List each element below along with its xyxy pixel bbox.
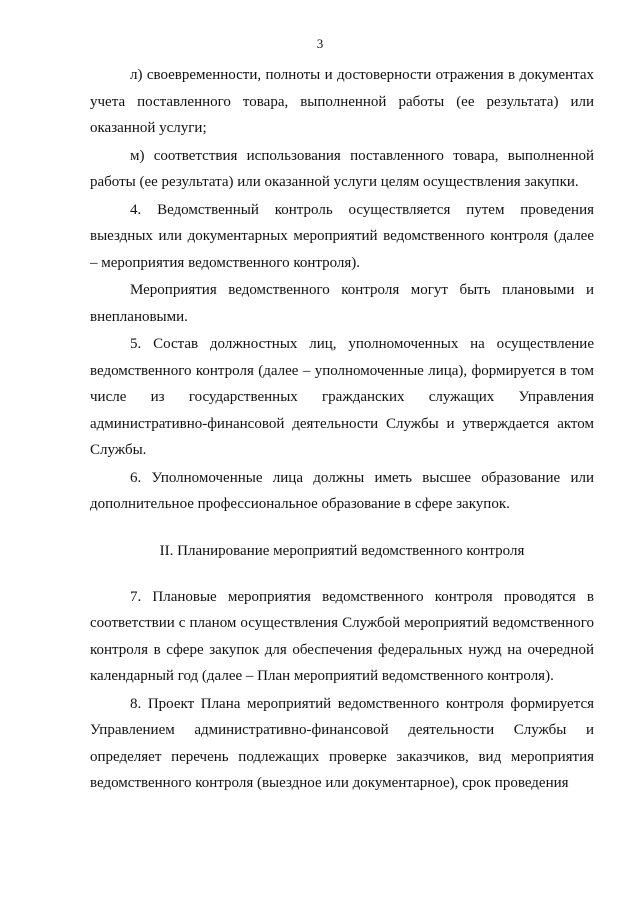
paragraph-7: 7. Плановые мероприятия ведомственного контроля проводятся в соответствии с планом осуществления Службой мероприятий ведомственного контроля в сфере закупок для обеспечения федеральных нужд на очередной календарный год (далее – План мероприятий ведомственного контроля). <box>90 588 594 684</box>
paragraph-item-m: м) соответствия использования поставленного товара, выполненной работы (ее результата) или оказанной услуги целям осуществления закупки. <box>90 147 594 190</box>
paragraph-item-l: л) своевременности, полноты и достоверности отражения в документах учета поставленного товара, выполненной работы (ее результата) или оказанной услуги; <box>90 67 594 136</box>
document-body <box>90 62 594 798</box>
paragraph-8: 8. Проект Плана мероприятий ведомственного контроля формируется Управлением административно-финансовой деятельности Службы и определяет перечень подлежащих проверке заказчиков, вид мероприятия ведомственного контроля (выездное или документарное), срок проведения <box>90 695 594 791</box>
paragraph-5: 5. Состав должностных лиц, уполномоченных на осуществление ведомственного контроля (далее – уполномоченные лица), формируется в том числе из государственных гражданских служащих Управления административно-финансовой деятельности Службы и утверждается актом Службы. <box>90 336 594 458</box>
paragraph-6: 6. Уполномоченные лица должны иметь высшее образование или дополнительное профессиональное образование в сфере закупок. <box>90 469 594 512</box>
page-number: 3 <box>316 36 324 51</box>
paragraph-4: 4. Ведомственный контроль осуществляется путем проведения выездных или документарных мероприятий ведомственного контроля (далее – мероприятия ведомственного контроля). <box>90 201 594 271</box>
section-heading: II. Планирование мероприятий ведомственного контроля <box>159 542 525 559</box>
paragraph-4-continued: Мероприятия ведомственного контроля могут быть плановыми и внеплановыми. <box>90 282 594 325</box>
